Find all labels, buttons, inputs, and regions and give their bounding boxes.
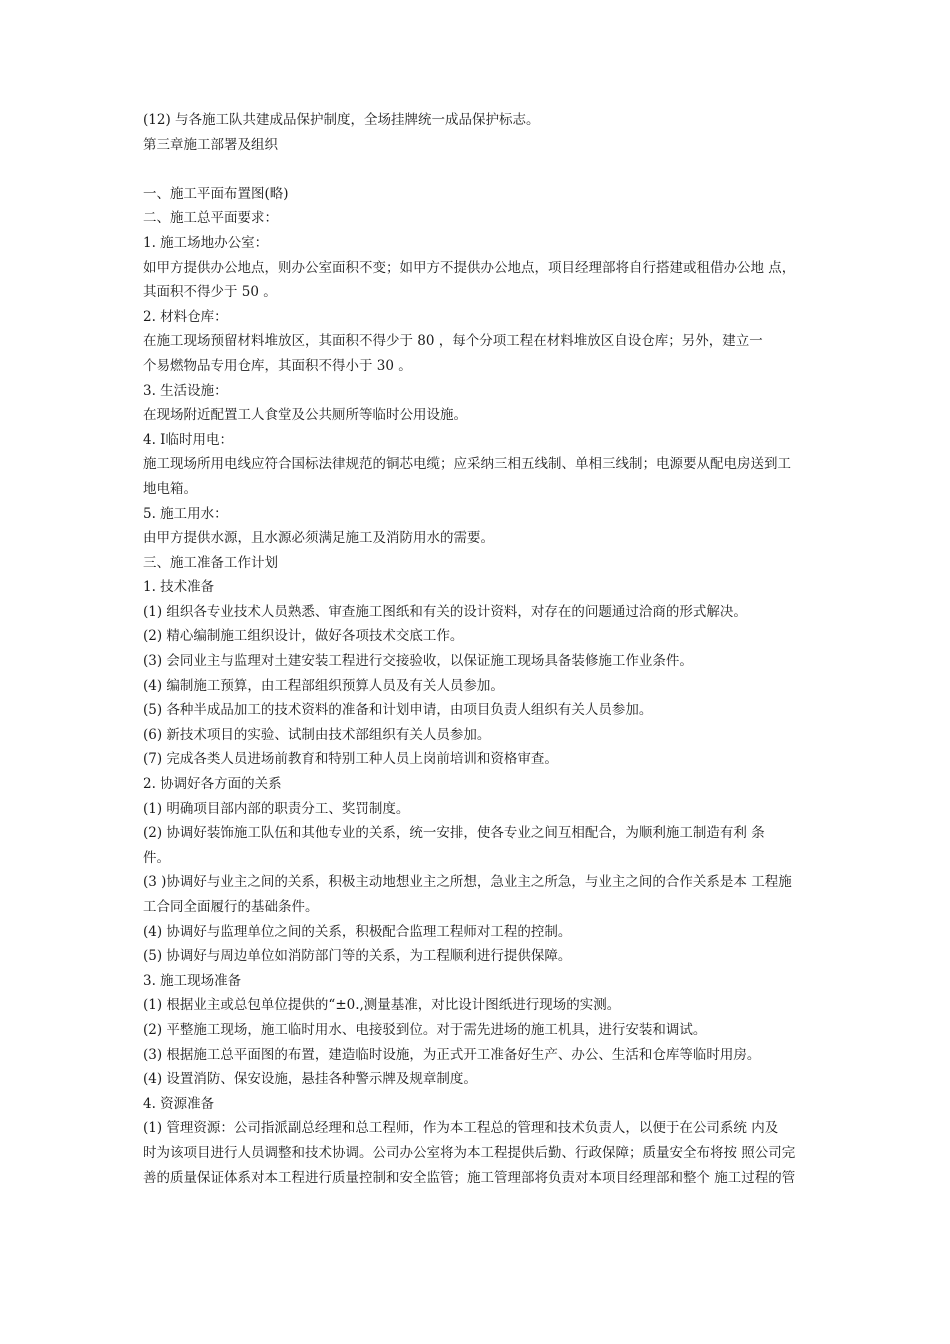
text-line: 如甲方提供办公地点，则办公室面积不变；如甲方不提供办公地点，项目经理部将自行搭建或租借办公地 点，: [143, 259, 796, 276]
text-line: (3) 会同业主与监理对土建安装工程进行交接验收，以保证施工现场具备装修施工作业条件。: [143, 653, 693, 670]
text-line: (1) 明确项目部内部的职责分工、奖罚制度。: [143, 800, 410, 817]
text-line: 2. 材料仓库：: [143, 308, 228, 325]
text-line: 工合同全面履行的基础条件。: [143, 899, 319, 915]
text-line: (7) 完成各类人员进场前教育和特别工种人员上岗前培训和资格审查。: [143, 751, 558, 768]
text-line: (3 )协调好与业主之间的关系，积极主动地想业主之所想，急业主之所急，与业主之间的合作关系是本 工程施: [143, 874, 792, 891]
text-line: 1. 施工场地办公室：: [143, 234, 269, 251]
text-line: 施工现场所用电线应符合国标法律规范的铜芯电缆；应采纳三相五线制、单相三线制；电源要从配电房送到工: [143, 456, 791, 473]
text-line: (2) 平整施工现场，施工临时用水、电接驳到位。对于需先进场的施工机具，进行安装和调试。: [143, 1021, 707, 1038]
text-line: (2) 协调好装饰施工队伍和其他专业的关系，统一安排，使各专业之间互相配合，为顺利施工制造有利 条: [143, 825, 765, 842]
text-line: 4. 资源准备: [143, 1095, 215, 1112]
blank-line: [143, 157, 823, 182]
text-line: (1) 根据业主或总包单位提供的“±0.,测量基准，对比设计图纸进行现场的实测。: [143, 997, 621, 1014]
text-line: (4) 协调好与监理单位之间的关系，积极配合监理工程师对工程的控制。: [143, 923, 572, 940]
text-line: 3. 施工现场准备: [143, 972, 242, 989]
text-line: 5. 施工用水：: [143, 505, 228, 522]
text-line: 三、施工准备工作计划: [143, 554, 278, 571]
text-line: 其面积不得少于 50 。: [143, 284, 277, 301]
text-line: (4) 编制施工预算，由工程部组织预算人员及有关人员参加。: [143, 677, 504, 694]
text-line: 在现场附近配置工人食堂及公共厕所等临时公用设施。: [143, 407, 467, 424]
text-line: (1) 组织各专业技术人员熟悉、审查施工图纸和有关的设计资料，对存在的问题通过洽商的形式解决。: [143, 603, 747, 620]
text-line: 地电箱。: [143, 480, 197, 497]
text-line: (2) 精心编制施工组织设计，做好各项技术交底工作。: [143, 628, 464, 645]
text-line: 3. 生活设施：: [143, 382, 228, 399]
text-line: (6) 新技术项目的实验、试制由技术部组织有关人员参加。: [143, 726, 491, 743]
document-page: [143, 108, 823, 1190]
text-line: 4. I临时用电：: [143, 431, 234, 448]
text-line: 二、施工总平面要求：: [143, 210, 278, 227]
text-line: 由甲方提供水源，且水源必须满足施工及消防用水的需要。: [143, 530, 494, 547]
text-line: (3) 根据施工总平面图的布置，建造临时设施，为正式开工准备好生产、办公、生活和仓库等临时用房。: [143, 1046, 761, 1063]
text-line: 第三章施工部署及组织: [143, 136, 278, 153]
text-line: 1. 技术准备: [143, 579, 215, 596]
text-line: (12) 与各施工队共建成品保护制度，全场挂牌统一成品保护标志。: [143, 112, 540, 128]
text-line: 2. 协调好各方面的关系: [143, 776, 282, 793]
text-line: 件。: [143, 849, 170, 866]
text-line: (5) 协调好与周边单位如消防部门等的关系，为工程顺利进行提供保障。: [143, 948, 572, 965]
text-line: (5) 各种半成品加工的技术资料的准备和计划申请，由项目负责人组织有关人员参加。: [143, 702, 653, 719]
text-line: (1) 管理资源：公司指派副总经理和总工程师，作为本工程总的管理和技术负责人，以便于在公司系统 内及: [143, 1120, 779, 1137]
text-line: (4) 设置消防、保安设施，悬挂各种警示牌及规章制度。: [143, 1071, 477, 1088]
text-line: 在施工现场预留材料堆放区，其面积不得少于 80 ，每个分项工程在材料堆放区自设仓库；另外，建立一: [143, 333, 763, 350]
text-line: 时为该项目进行人员调整和技术协调。公司办公室将为本工程提供后勤、行政保障；质量安全布将按 照公司完: [143, 1144, 796, 1161]
text-line: 个易燃物品专用仓库，其面积不得小于 30 。: [143, 357, 412, 374]
text-line: 善的质量保证体系对本工程进行质量控制和安全监管；施工管理部将负责对本项目经理部和整个 施工过程的管: [143, 1169, 796, 1186]
text-line: 一、施工平面布置图(略): [143, 185, 289, 202]
